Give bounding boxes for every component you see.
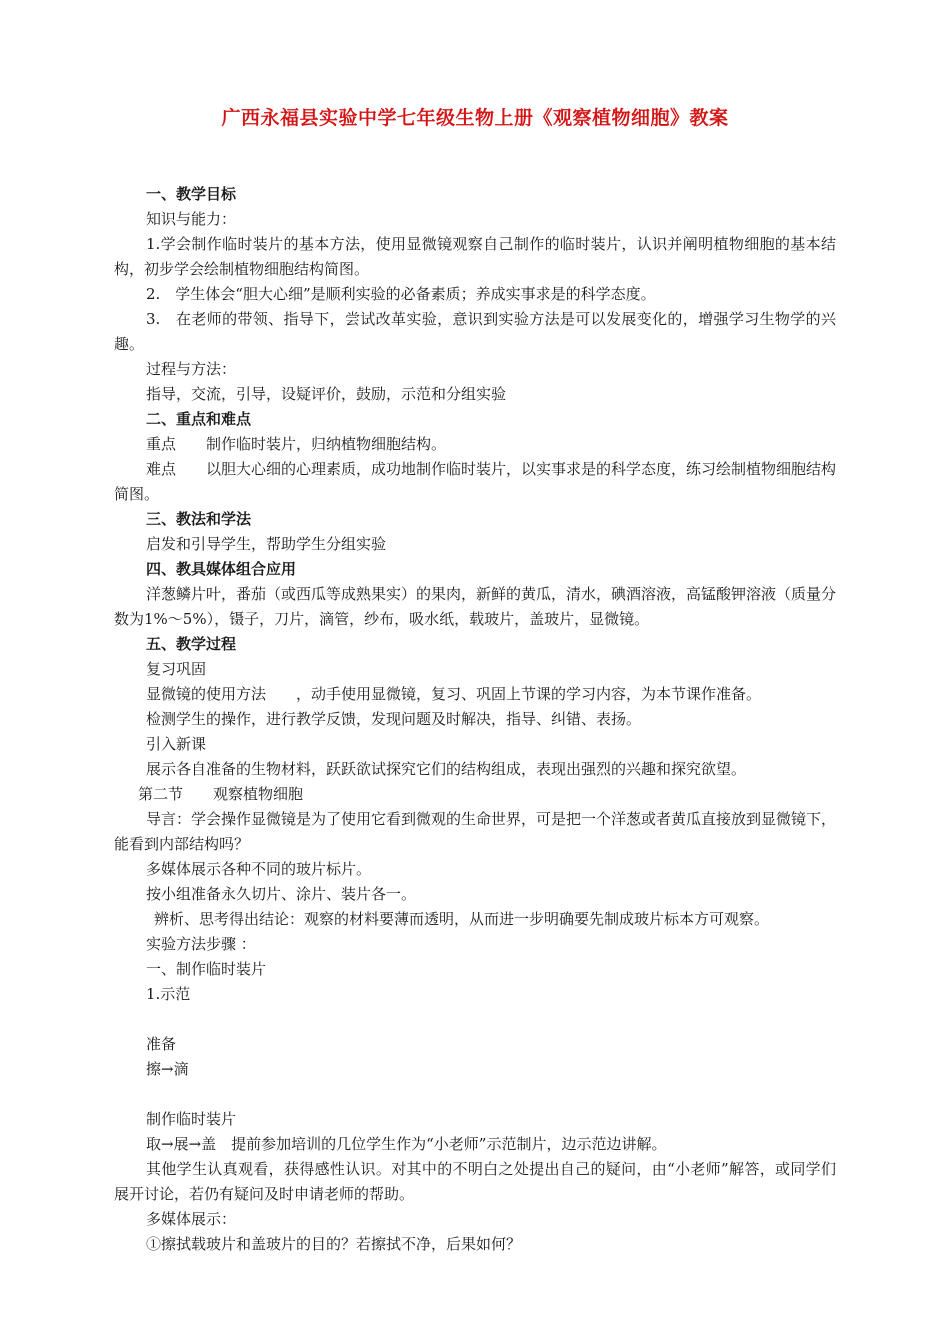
paragraph-others: 其他学生认真观看，获得感性认识。对其中的不明白之处提出自己的疑问，由“小老师”解答，或同学们展开讨论，若仍有疑问及时申请老师的帮助。 [114,1160,836,1203]
line-teaching-method: 启发和引导学生，帮助学生分组实验 [146,535,387,553]
line-key-point: 重点 制作临时装片，归纳植物细胞结构。 [146,435,447,453]
heading-key-points: 二、重点和难点 [146,410,252,428]
line-media-1: 多媒体展示各种不同的玻片标片。 [146,860,372,878]
spacer [114,1007,836,1032]
line-make: 一、制作临时装片 [146,960,267,978]
line-make-temp: 制作临时装片 [146,1110,237,1128]
heading-teaching-process: 五、教学过程 [146,635,237,653]
line-take-spread-cover: 取→展→盖 提前参加培训的几位学生作为“小老师”示范制片，边示范边讲解。 [146,1135,667,1153]
line-methods: 指导，交流，引导，设疑评价，鼓励，示范和分组实验 [146,385,507,403]
document-title: 广西永福县实验中学七年级生物上册《观察植物细胞》教案 [221,107,729,129]
paragraph-materials: 洋葱鳞片叶，番茄（或西瓜等成熟果实）的果肉，新鲜的黄瓜，清水，碘酒溶液，高锰酸钾溶液（质量分数为1%～5%），镊子，刀片，滴管，纱布，吸水纸，载玻片，盖玻片，显微镜。 [114,585,837,628]
line-check: 检测学生的操作，进行教学反馈，发现问题及时解决，指导、纠错、表扬。 [146,710,642,728]
line-objective-2: 2. 学生体会“胆大心细”是顺利实验的必备素质；养成实事求是的科学态度。 [146,285,656,303]
document-body [114,182,836,1257]
line-microscope: 显微镜的使用方法 ，动手使用显微镜，复习、巩固上节课的学习内容，为本节课作准备。 [146,685,762,703]
heading-teaching-method: 三、教法和学法 [146,510,252,528]
line-review: 复习巩固 [146,660,207,678]
line-question-1: ①擦拭载玻片和盖玻片的目的？若擦拭不净，后果如何？ [146,1235,522,1253]
line-steps: 实验方法步骤 ： [146,935,256,953]
line-prepare: 准备 [146,1035,177,1053]
line-section: 第二节 观察植物细胞 [138,785,304,803]
spacer [114,1082,836,1107]
paragraph-difficult-point: 难点 以胆大心细的心理素质，成功地制作临时装片，以实事求是的科学态度，练习绘制植物细胞结构简图。 [114,460,837,503]
line-media-2: 多媒体展示： [146,1210,237,1228]
label-process: 过程与方法： [146,360,237,378]
paragraph-objective-3: 3. 在老师的带领、指导下，尝试改革实验，意识到实验方法是可以发展变化的，增强学习生物学的兴趣。 [114,310,836,353]
line-wipe-drop: 擦→滴 [146,1060,189,1078]
heading-materials: 四、教具媒体组合应用 [146,560,297,578]
line-intro: 引入新课 [146,735,207,753]
line-group: 按小组准备永久切片、涂片、装片各一。 [146,885,417,903]
paragraph-objective-1: 1.学会制作临时装片的基本方法，使用显微镜观察自己制作的临时装片，认识并阐明植物细胞的基本结构，初步学会绘制植物细胞结构简图。 [114,235,836,278]
line-show: 展示各自准备的生物材料，跃跃欲试探究它们的结构组成，表现出强烈的兴趣和探究欲望。 [146,760,747,778]
heading-objectives: 一、教学目标 [146,185,237,203]
line-demo: 1.示范 [146,985,191,1003]
line-analyze: 辨析、思考得出结论：观察的材料要薄而透明，从而进一步明确要先制成玻片标本方可观察。 [154,910,770,928]
paragraph-guide: 导言：学会操作显微镜是为了使用它看到微观的生命世界，可是把一个洋葱或者黄瓜直接放到显微镜下，能看到内部结构吗？ [114,810,837,853]
label-knowledge: 知识与能力： [146,210,237,228]
